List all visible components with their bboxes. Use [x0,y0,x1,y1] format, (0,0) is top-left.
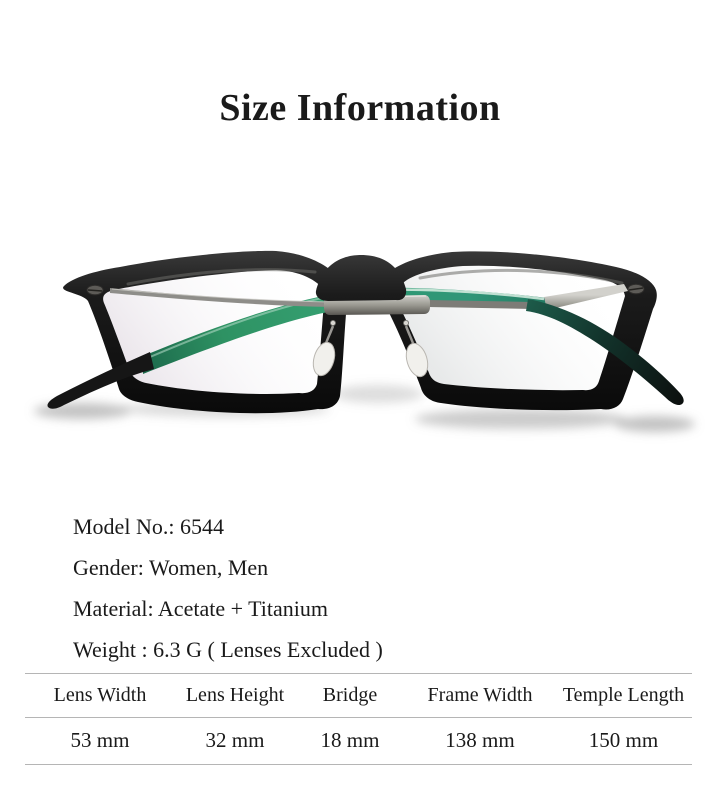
value-frame-width: 138 mm [445,728,515,753]
product-details [73,507,383,671]
value-lens-height: 32 mm [205,728,265,753]
size-table [25,673,692,765]
header-temple-length: Temple Length [562,684,685,706]
header-lens-width: Lens Width [53,684,147,706]
size-table-value-row [25,718,692,765]
value-temple-length: 150 mm [588,728,659,753]
hinge-rivet-left [87,285,103,295]
detail-material: Material: Acetate + Titanium [73,595,328,621]
detail-model: Model No.: 6544 [73,514,224,539]
header-frame-width: Frame Width [427,684,533,706]
header-bridge: Bridge [322,684,378,706]
detail-gender: Gender: Women, Men [73,554,269,580]
size-table-header-row [25,673,692,718]
page-title: Size Information [219,87,501,129]
detail-weight: Weight : 6.3 G ( Lenses Excluded ) [73,636,383,662]
value-bridge: 18 mm [320,728,380,753]
value-lens-width: 53 mm [70,728,130,753]
bridge [316,255,406,301]
hinge-rivet-right [628,284,644,294]
header-lens-height: Lens Height [185,684,285,706]
